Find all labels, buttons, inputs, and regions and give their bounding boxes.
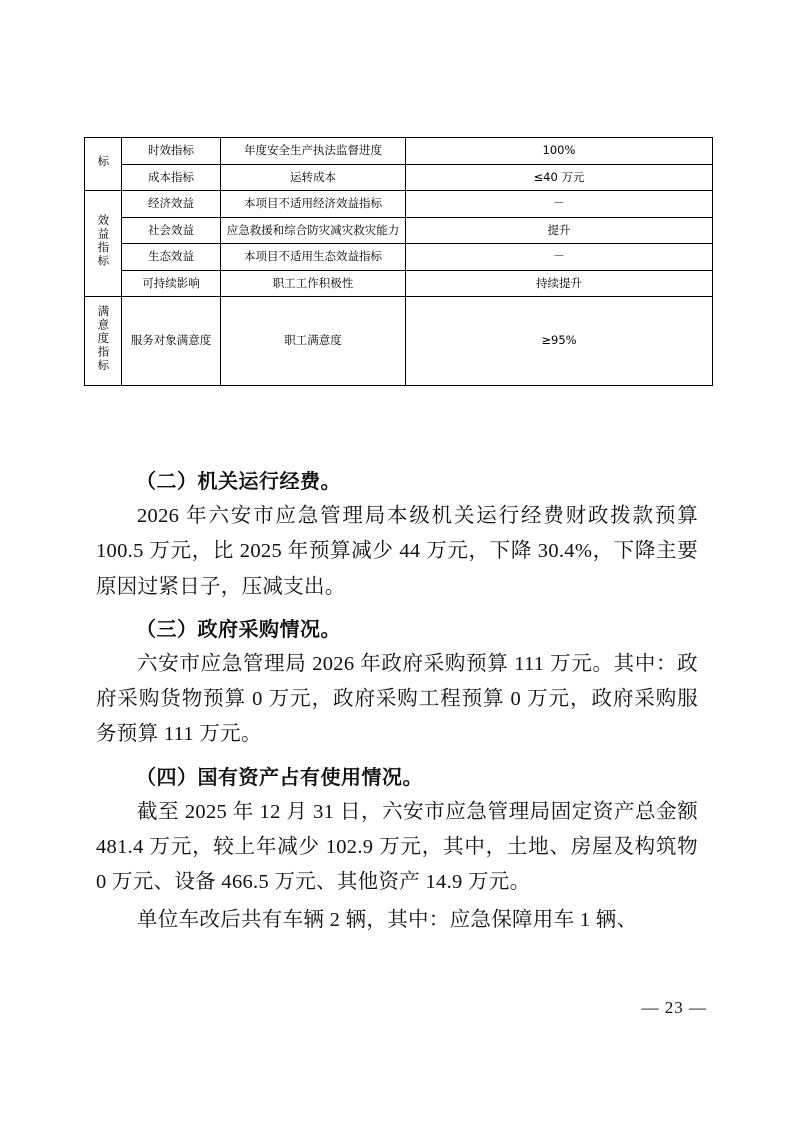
table-cell-value: 提升: [406, 217, 713, 244]
table-cell-sub: 服务对象满意度: [122, 297, 221, 386]
table-cell-category: [85, 191, 122, 297]
table-cell-sub: 社会效益: [122, 217, 221, 244]
table-cell-value: ≤40 万元: [406, 164, 713, 191]
document-body: [96, 466, 698, 942]
table-cell-sub: 经济效益: [122, 191, 221, 218]
section-paragraph: 2026 年六安市应急管理局本级机关运行经费财政拨款预算 100.5 万元，比 2025 年预算减少 44 万元，下降 30.4%，下降主要原因过紧日子，压减支出。: [96, 505, 698, 598]
table-row: [85, 244, 713, 271]
section-paragraph: 六安市应急管理局 2026 年政府采购预算 111 万元。其中：政府采购货物预算 0 万元，政府采购工程预算 0 万元，政府采购服务预算 111 万元。: [96, 652, 698, 746]
table-cell-category: [85, 297, 122, 386]
table-row: [85, 138, 713, 165]
table-cell-category: [85, 138, 122, 191]
section-paragraph: 截至 2025 年 12 月 31 日，六安市应急管理局固定资产总金额 481.4 万元，较上年减少 102.9 万元，其中，土地、房屋及构筑物 0 万元、设备 466.5 万元、其他资产 14.9 万元。: [96, 800, 698, 893]
page-number: — 23 —: [641, 998, 707, 1017]
table-row: [85, 217, 713, 244]
table-cell-value: 100%: [406, 138, 713, 165]
table-cell-name: 运转成本: [221, 164, 406, 191]
table-cell-sub: 生态效益: [122, 244, 221, 271]
section-heading-3: （三）政府采购情况。: [136, 616, 341, 641]
table-cell-value: 持续提升: [406, 270, 713, 297]
table-cell-sub: 时效指标: [122, 138, 221, 165]
table-cell-name: 本项目不适用经济效益指标: [221, 191, 406, 218]
table-cell-value: －: [406, 191, 713, 218]
section-paragraph: 单位车改后共有车辆 2 辆，其中：应急保障用车 1 辆、: [137, 909, 638, 932]
table-cell-name: 应急救援和综合防灾减灾救灾能力: [221, 217, 406, 244]
table-cell-name: 职工满意度: [221, 297, 406, 386]
table-cell-sub: 成本指标: [122, 164, 221, 191]
table-row: [85, 191, 713, 218]
table-cell-value: －: [406, 244, 713, 271]
table-row: [85, 164, 713, 191]
section-heading-4: （四）国有资产占有使用情况。: [136, 764, 423, 789]
indicators-table-wrapper: [84, 137, 709, 386]
table-cell-name: 年度安全生产执法监督进度: [221, 138, 406, 165]
table-cell-value: ≥95%: [406, 297, 713, 386]
section-heading-2: （二）机关运行经费。: [136, 469, 341, 493]
category-label: 标: [96, 155, 111, 169]
category-label: 效益指标: [96, 214, 111, 269]
table-cell-name: 本项目不适用生态效益指标: [221, 244, 406, 271]
table-cell-name: 职工工作积极性: [221, 270, 406, 297]
table-row: [85, 270, 713, 297]
table-row: [85, 297, 713, 386]
category-label: 满意度指标: [96, 305, 111, 373]
table-cell-sub: 可持续影响: [122, 270, 221, 297]
indicators-table: [84, 137, 713, 386]
